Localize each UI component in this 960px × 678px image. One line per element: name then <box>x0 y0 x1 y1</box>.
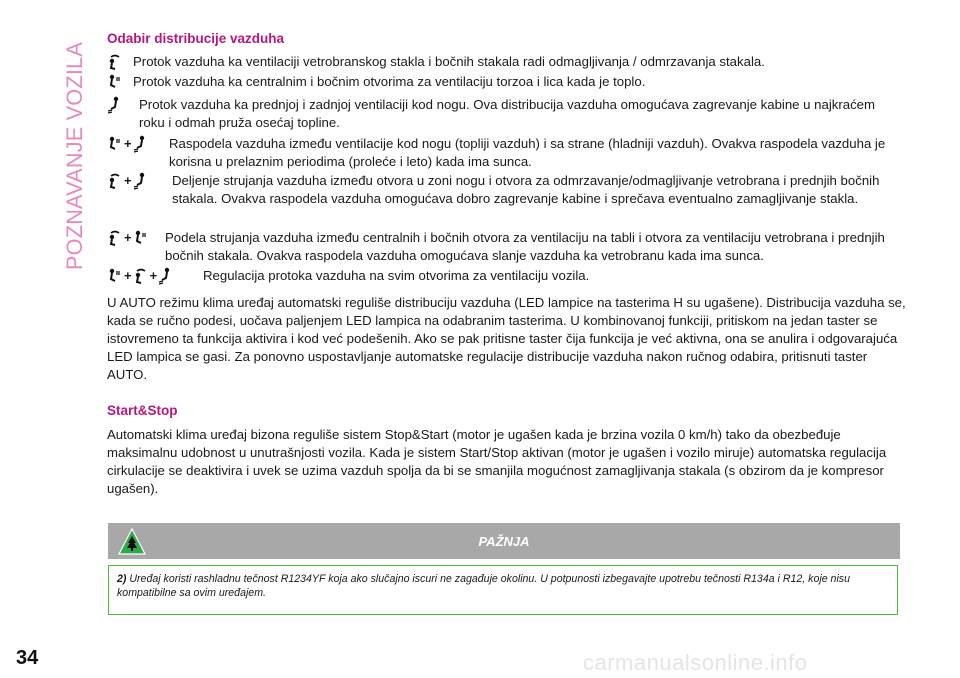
airflow-center-icon <box>107 135 121 153</box>
airflow-windshield-icon <box>107 53 121 71</box>
airflow-center-icon <box>133 229 147 247</box>
warning-note-number: 2) <box>117 573 127 585</box>
airflow-feet-icon <box>133 135 147 153</box>
plus-sign: + <box>124 230 132 245</box>
side-section-title <box>54 40 94 270</box>
environment-tree-icon <box>118 528 146 556</box>
page-number: 34 <box>16 647 39 669</box>
plus-sign: + <box>149 268 158 283</box>
plus-sign: + <box>124 268 132 283</box>
warning-title: PAŽNJA <box>478 534 530 549</box>
airflow-windshield-icon <box>133 267 147 285</box>
distribution-item-text: Deljenje strujanja vazduha između otvora u zoni nogu i otvora za odmrzavanje/odmagljivanje vetrobrana i prednjih bočnih stakala. Ovakva raspodela vazduha omogućava dobro zagrevanje kabine i sprečava eventualno zamagljivanje stakla. <box>172 173 880 206</box>
section-heading-distribution: Odabir distribucije vazduha <box>107 31 285 46</box>
warning-note-text: Uređaj koristi rashladnu tečnost R1234YF koja ako slučajno iscuri ne zagađuje okolinu. U potpunosti izbegavajte upotrebu tečnosti R134a i R12, koje nisu kompatibilne sa ovim uređajem. <box>117 573 850 599</box>
plus-sign: + <box>124 173 132 188</box>
warning-text <box>117 572 893 600</box>
airflow-windshield-icon <box>107 229 121 247</box>
warning-body <box>108 565 898 615</box>
distribution-item-text: Protok vazduha ka ventilaciji vetrobranskog stakla i bočnih stakala radi odmagljivanja / odmrzavanja stakala. <box>133 54 765 69</box>
airflow-feet-icon <box>107 96 121 114</box>
airflow-center-icon <box>107 73 121 91</box>
airflow-center-icon <box>107 267 121 285</box>
distribution-item-text: Raspodela vazduha između ventilacije kod nogu (topliji vazduh) i sa strane (hladniji vazduh). Ovakva raspodela vazduha je korisna u prelaznim periodima (proleće i leto) kada ima sunca. <box>169 136 886 169</box>
warning-header <box>108 523 900 559</box>
plus-sign: + <box>124 136 132 151</box>
distribution-item-text: Protok vazduha ka centralnim i bočnim otvorima za ventilaciju torzoa i lica kada je toplo. <box>133 74 646 89</box>
auto-mode-paragraph: U AUTO režimu klima uređaj automatski reguliše distribuciju vazduha (LED lampice na tasterima H su ugašene). Distribucija vazduha se, kada se ručno podesi, uočava paljenjem LED lampica na odabranim tasterima. U kombinovanoj funkciji, pritiskom na jedan taster se istovremeno ta funkcija aktivira i kod već podešenih. Ako se pak pritisne taster čija funkcija je već aktivna, ona se anulira i odgovarajuća LED lampica se gasi. Za ponovno uspostavljanje automatske regulacije distribucije vazduha nakon ručnog odabira, pritisnuti taster AUTO. <box>107 295 906 382</box>
airflow-windshield-icon <box>107 172 121 190</box>
distribution-item-text: Protok vazduha ka prednjoj i zadnjoj ventilaciji kod nogu. Ova distribucija vazduha omogućava zagrevanje kabine u najkraćem roku i odmah pruža osećaj topline. <box>139 97 875 130</box>
side-title-text: POZNAVANJE VOZILA <box>62 40 87 270</box>
startstop-paragraph: Automatski klima uređaj bizona reguliše sistem Stop&Start (motor je ugašen kada je brzina vozila 0 km/h) tako da obezbeđuje maksimalnu udobnost u unutrašnjosti vozila. Kada je sistem Start/Stop aktivan (motor je ugašen i vozilo miruje) automatska regulacija cirkulacije se deaktivira i uvek se uzima vazduh spolja da bi se smanjila mogućnost zamagljivanja stakala (s obzirom da je kompresor ugašen). <box>107 427 887 496</box>
section-heading-startstop: Start&Stop <box>107 403 178 418</box>
watermark: carmanualsonline.info <box>583 650 808 675</box>
warning-box <box>108 523 900 615</box>
airflow-feet-icon <box>133 172 147 190</box>
distribution-item-text: Regulacija protoka vazduha na svim otvorima za ventilaciju vozila. <box>203 268 590 283</box>
airflow-feet-icon <box>158 267 172 285</box>
distribution-item-text: Podela strujanja vazduha između centralnih i bočnih otvora za ventilaciju na tabli i otvora za ventilaciju vetrobrana i prednjih bočnih stakala. Ovakva raspodela vazduha omogućava slanje vazduha ka vetrobranu kada ima sunca. <box>165 230 885 263</box>
